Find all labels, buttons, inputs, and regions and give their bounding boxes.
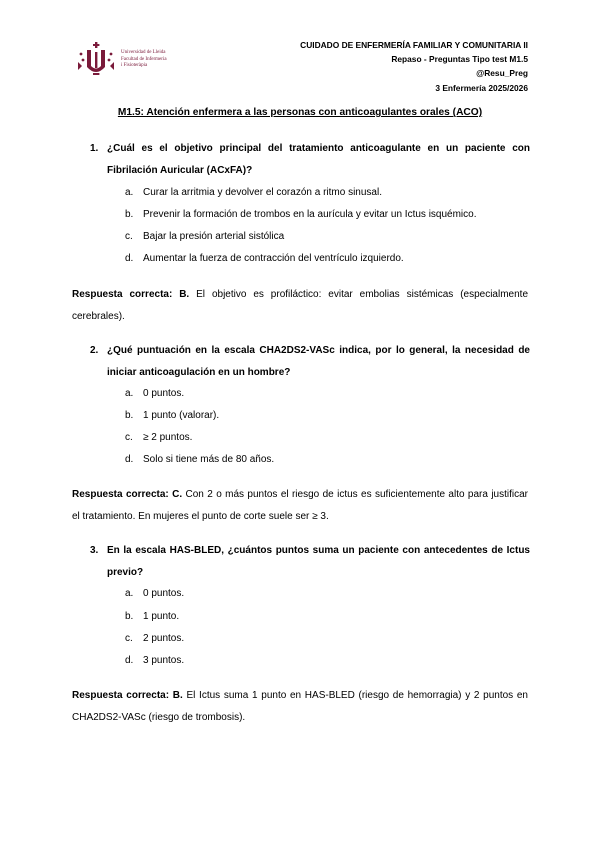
answer-label: Respuesta correcta: C. — [72, 489, 183, 500]
question-text: ¿Cuál es el objetivo principal del tratamiento anticoagulante en un paciente con Fibrilación Auricular (ACxFA)? — [107, 143, 530, 176]
answer-label: Respuesta correcta: B. — [72, 690, 183, 701]
option-b: b. Prevenir la formación de trombos en la aurícula y evitar un Ictus isquémico. — [125, 209, 477, 220]
option-d: d. 3 puntos. — [125, 655, 185, 666]
document-header — [300, 38, 528, 95]
question-text: En la escala HAS-BLED, ¿cuántos puntos suma un paciente con antecedentes de Ictus previo? — [107, 545, 530, 578]
course-title: CUIDADO DE ENFERMERÍA FAMILIAR Y COMUNITARIA II — [300, 40, 528, 50]
option-d: d. Aumentar la fuerza de contracción del ventrículo izquierdo. — [125, 253, 404, 264]
answer-explanation: El objetivo es profiláctico: evitar embolias sistémicas (especialmente cerebrales). — [72, 289, 529, 322]
answer-3 — [72, 685, 528, 729]
question-2 — [90, 340, 530, 384]
option-b: b. 1 punto. — [125, 611, 180, 622]
answer-explanation: El Ictus suma 1 punto en HAS-BLED (riesgo de hemorragia) y 2 puntos en CHA2DS2-VASc (riesgo de trombosis). — [72, 690, 528, 723]
question-3 — [90, 540, 530, 584]
option-c: c. Bajar la presión arterial sistólica — [125, 231, 285, 242]
option-a: a. 0 puntos. — [125, 388, 185, 399]
question-text: ¿Qué puntuación en la escala CHA2DS2-VASc indica, por lo general, la necesidad de iniciar anticoagulación en un hombre? — [107, 345, 530, 378]
answer-label: Respuesta correcta: B. — [72, 289, 190, 300]
answer-1 — [72, 284, 528, 328]
option-a: a. Curar la arritmia y devolver el corazón a ritmo sinusal. — [125, 187, 382, 198]
author-handle: @Resu_Preg — [476, 68, 528, 79]
answer-explanation: Con 2 o más puntos el riesgo de ictus es suficientemente alto para justificar el tratamiento. En mujeres el punto de corte suele ser ≥ 3. — [72, 489, 528, 522]
option-c: c. 2 puntos. — [125, 633, 185, 644]
question-number: 1. — [90, 143, 99, 154]
question-number: 3. — [90, 545, 99, 556]
logo-wordmark: Universidad de Lleida Facultad de Infermeria i Fisioteràpia — [121, 50, 167, 68]
course-year: 3 Enfermería 2025/2026 — [435, 82, 528, 93]
option-b: b. 1 punto (valorar). — [125, 410, 220, 421]
question-number: 2. — [90, 345, 99, 356]
option-d: d. Solo si tiene más de 80 años. — [125, 454, 275, 465]
page-title: M1.5: Atención enfermera a las personas con anticoagulantes orales (ACO) — [117, 107, 483, 118]
option-a: a. 0 puntos. — [125, 588, 185, 599]
document-subtitle: Repaso - Preguntas Tipo test M1.5 — [391, 54, 528, 65]
question-1 — [90, 138, 530, 182]
answer-2 — [72, 484, 528, 528]
option-c: c. ≥ 2 puntos. — [125, 432, 193, 443]
